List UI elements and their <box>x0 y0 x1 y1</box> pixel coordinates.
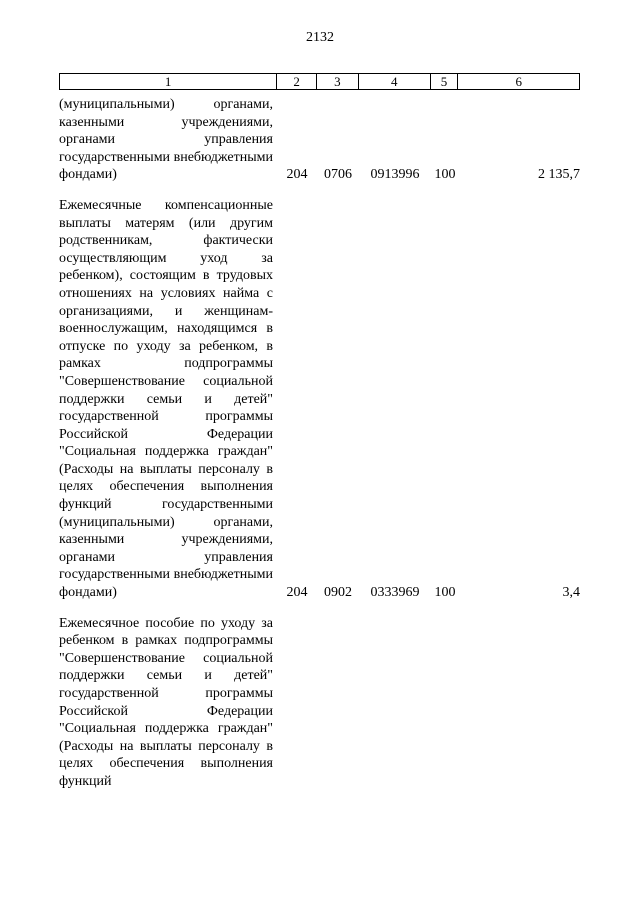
row-col-target-article: 0333969 <box>370 585 420 601</box>
table-row <box>59 615 580 791</box>
row-col-section-code: 0902 <box>324 585 352 601</box>
page-number: 2132 <box>306 30 334 45</box>
header-cell-1: 1 <box>60 74 277 89</box>
row-col-expense-type: 100 <box>434 167 456 183</box>
row-col-grbs-code: 204 <box>286 585 308 601</box>
row-description: Ежемесячное пособие по уходу за ребенком в рамках подпрограммы "Совершенствование социальной поддержки семьи и детей" государственной программы Российской Федерации "Социальная поддержка граждан" (Расходы на выплаты персоналу в целях обеспечения выполнения функций <box>59 615 273 789</box>
header-cell-4: 4 <box>359 74 431 89</box>
row-col-amount: 2 135,7 <box>538 167 580 183</box>
row-col-target-article: 0913996 <box>370 167 420 183</box>
row-description: Ежемесячные компенсационные выплаты матерям (или другим родственникам, фактически осуществляющим уход за ребенком), состоящим в трудовых отношениях на условиях найма с организациями, и женщинам-военнослужащим, находящимся в отпуске по уходу за ребенком, в рамках подпрограммы "Совершенствование социальной поддержки семьи и детей" государственной программы Российской Федерации "Социальная поддержка граждан" (Расходы на выплаты персоналу в целях обеспечения выполнения функций государственными (муниципальными) органами, казенными учреждениями, органами управления государственными внебюджетными фондами) <box>59 197 273 601</box>
header-cell-2: 2 <box>277 74 317 89</box>
row-col-section-code: 0706 <box>324 167 352 183</box>
budget-table <box>59 73 580 791</box>
table-body <box>59 96 580 791</box>
header-cell-6: 6 <box>515 74 522 89</box>
row-col-grbs-code: 204 <box>286 167 308 183</box>
table-row <box>59 96 580 184</box>
row-col-expense-type: 100 <box>434 585 456 601</box>
header-cell-3: 3 <box>317 74 359 89</box>
header-cell-5: 5 <box>431 74 459 89</box>
row-description: (муниципальными) органами, казенными учреждениями, органами управления государственными внебюджетными фондами) <box>59 97 273 183</box>
table-row <box>59 197 580 602</box>
row-col-amount: 3,4 <box>562 585 580 601</box>
table-header-row <box>59 73 580 90</box>
